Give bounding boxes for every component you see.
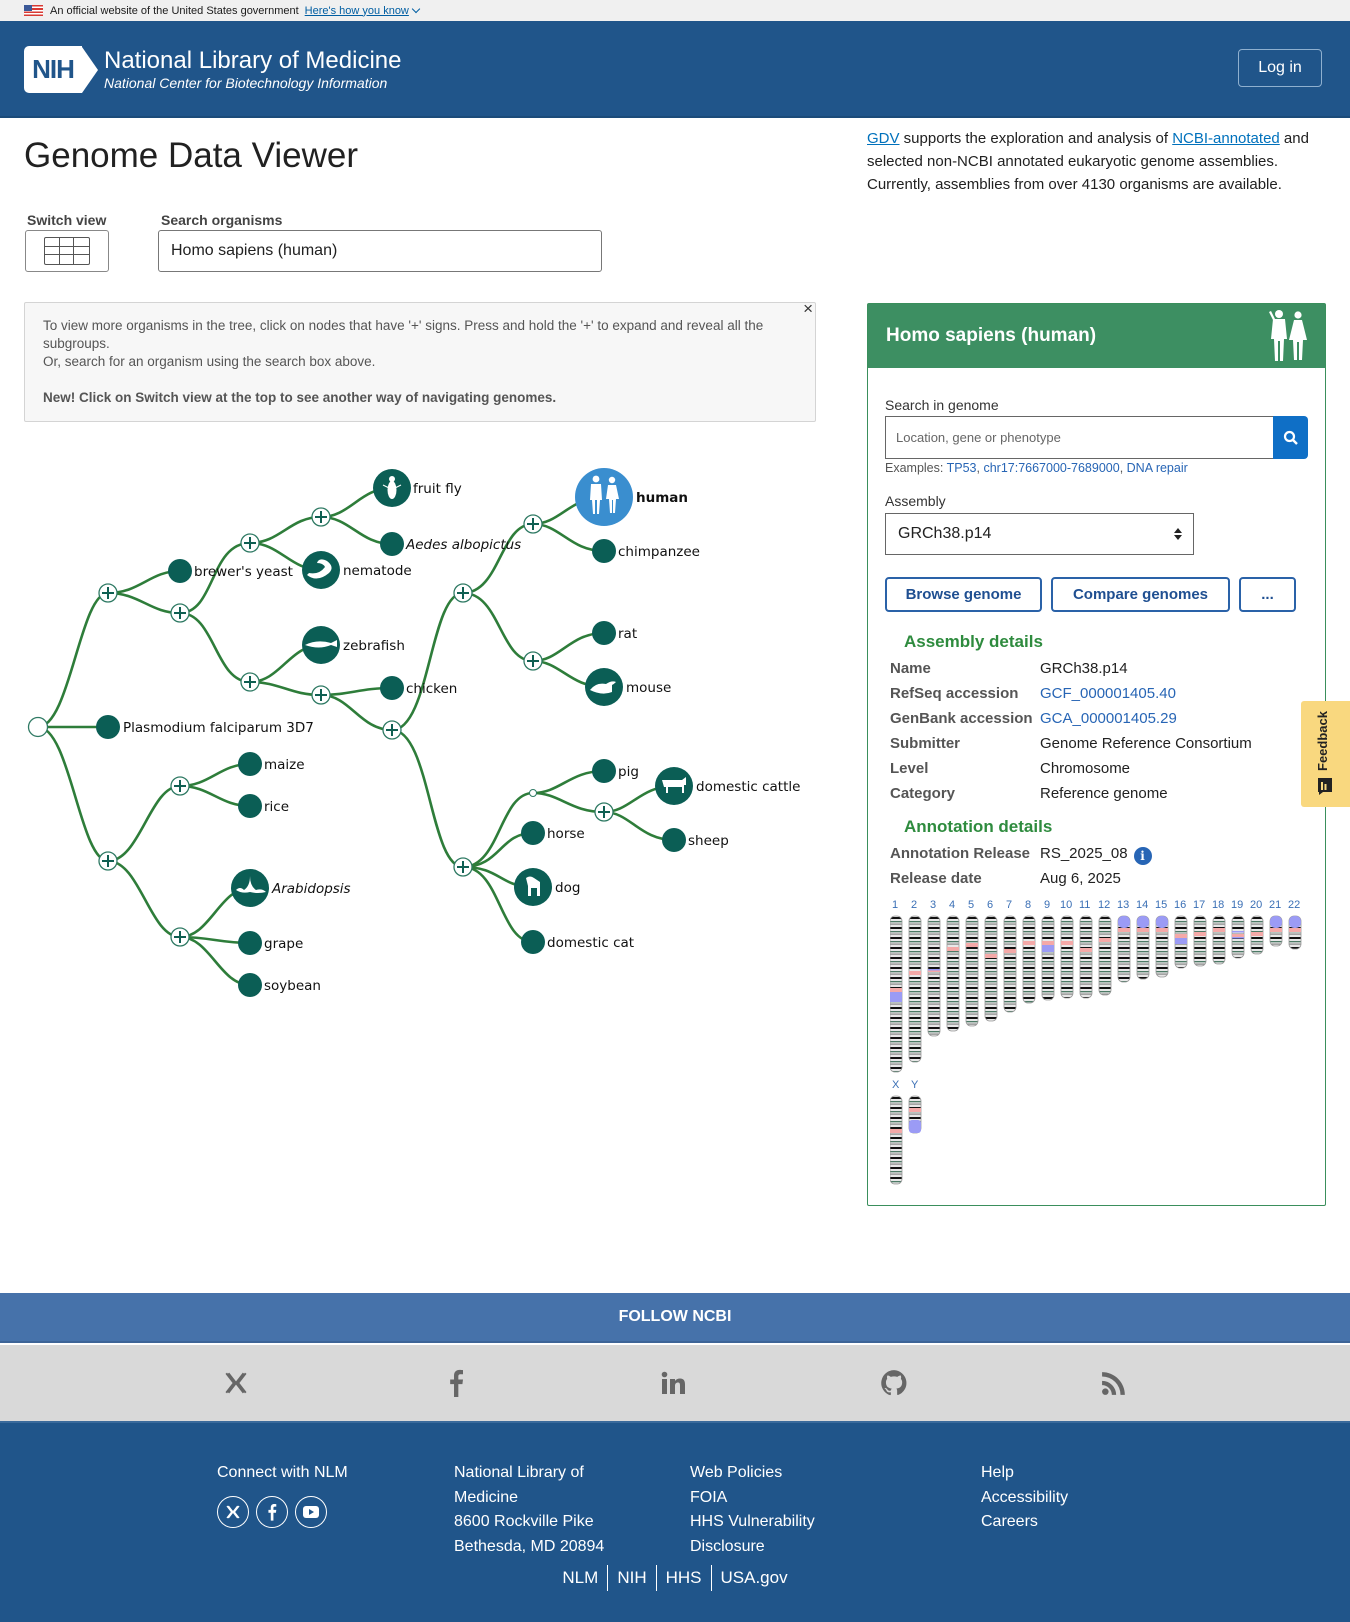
github-icon[interactable] — [878, 1367, 910, 1399]
policy-links — [690, 1461, 815, 1559]
nih-link[interactable]: NIH — [607, 1565, 655, 1591]
address-line: Bethesda, MD 20894 — [454, 1537, 605, 1555]
leaf-node-soybean[interactable] — [238, 973, 262, 997]
svg-text:18: 18 — [1212, 899, 1225, 911]
svg-text:8: 8 — [1025, 899, 1032, 911]
nlm-link[interactable]: NLM — [562, 1568, 599, 1587]
help-link[interactable]: Help — [981, 1464, 1014, 1481]
page-title: Genome Data Viewer — [24, 136, 358, 175]
rss-icon[interactable] — [1098, 1367, 1130, 1399]
nlm-title: National Library of Medicine — [104, 47, 402, 74]
assembly-label: Assembly — [885, 493, 946, 509]
detail-key: Level — [890, 760, 929, 777]
search-organisms-input[interactable] — [158, 230, 602, 272]
info-icon[interactable]: i — [1134, 847, 1152, 865]
detail-key: RefSeq accession — [890, 685, 1019, 702]
nih-logo[interactable] — [24, 46, 401, 93]
svg-text:12: 12 — [1098, 899, 1111, 911]
svg-text:11: 11 — [1079, 899, 1091, 911]
social-links — [0, 1345, 1350, 1421]
intro-text-2: and selected non-NCBI annotated eukaryotic genome assemblies. Currently, assemblies from over 4130 organisms are available. — [867, 130, 1309, 193]
address-line: 8600 Rockville Pike — [454, 1513, 594, 1530]
label-cattle: domestic cattle — [696, 779, 801, 795]
example-dna-repair-link[interactable]: DNA repair — [1126, 461, 1188, 475]
search-genome-button[interactable] — [1273, 416, 1308, 459]
svg-text:17: 17 — [1193, 899, 1206, 911]
heres-how-you-know-label: Here's how you know — [304, 4, 409, 17]
label-maize: maize — [264, 757, 305, 773]
nlm-facebook-icon[interactable] — [256, 1496, 288, 1528]
switch-view-label: Switch view — [27, 212, 107, 228]
svg-text:1: 1 — [892, 899, 899, 911]
switch-view-button[interactable] — [25, 230, 109, 272]
info-line-new: New! Click on Switch view at the top to see another way of navigating genomes. — [43, 390, 557, 405]
usa-gov-link[interactable]: USA.gov — [711, 1565, 797, 1591]
leaf-node-chicken[interactable] — [380, 676, 404, 700]
svg-text:13: 13 — [1117, 899, 1130, 911]
svg-text:15: 15 — [1155, 899, 1168, 911]
examples-label: Examples: — [885, 461, 947, 475]
tree-root-node[interactable] — [29, 718, 48, 737]
annotation-details-title: Annotation details — [904, 817, 1053, 836]
nih-arrow-icon — [82, 47, 98, 93]
detail-value: Genome Reference Consortium — [1040, 735, 1252, 752]
leaf-node-plasmodium[interactable] — [96, 715, 120, 739]
detail-value: Reference genome — [1040, 785, 1168, 802]
facebook-icon[interactable] — [440, 1367, 472, 1399]
detail-key: Submitter — [890, 735, 961, 752]
leaf-node-sheep[interactable] — [662, 828, 686, 852]
leaf-node-grape[interactable] — [238, 931, 262, 955]
ncbi-subtitle: National Center for Biotechnology Information — [104, 75, 388, 91]
x-twitter-icon[interactable] — [220, 1367, 252, 1399]
nlm-footer — [0, 1421, 1350, 1622]
assembly-details-list — [890, 656, 1252, 806]
login-button[interactable]: Log in — [1238, 49, 1322, 87]
connect-with-nlm — [217, 1461, 348, 1528]
detail-key: Category — [890, 785, 956, 802]
detail-value: Chromosome — [1040, 760, 1131, 777]
search-examples: Examples: TP53, chr17:7667000-7689000, DNA repair — [885, 461, 1188, 475]
svg-text:2: 2 — [911, 899, 918, 911]
svg-text:4: 4 — [949, 899, 956, 911]
label-human: human — [636, 490, 689, 506]
site-header — [0, 21, 1350, 118]
svg-text:X: X — [892, 1079, 900, 1091]
help-links — [981, 1461, 1068, 1535]
leaf-node-chimpanzee[interactable] — [592, 539, 616, 563]
label-arabidopsis: Arabidopsis — [272, 881, 351, 897]
label-soybean: soybean — [264, 978, 321, 994]
compare-genomes-button[interactable]: Compare genomes — [1051, 577, 1230, 612]
genbank-accession-link[interactable]: GCA_000001405.29 — [1040, 710, 1177, 727]
leaf-node-rat[interactable] — [592, 621, 616, 645]
annotation-details-list — [890, 841, 1152, 891]
gdv-link[interactable]: GDV — [867, 130, 900, 147]
bottom-links — [0, 1565, 1350, 1591]
panel-header — [868, 304, 1325, 368]
example-chr17-link[interactable]: chr17:7667000-7689000 — [983, 461, 1120, 475]
label-fruit-fly: fruit fly — [413, 481, 462, 497]
svg-text:6: 6 — [987, 899, 994, 911]
hhs-link[interactable]: HHS — [656, 1565, 711, 1591]
assembly-details-title: Assembly details — [904, 632, 1043, 651]
label-zebrafish: zebrafish — [343, 638, 405, 654]
feedback-label: Feedback — [1315, 711, 1330, 771]
organism-panel — [867, 303, 1326, 1206]
gov-banner — [0, 0, 1350, 21]
label-mouse: mouse — [626, 680, 672, 696]
refseq-accession-link[interactable]: GCF_000001405.40 — [1040, 685, 1176, 702]
follow-ncbi-heading: FOLLOW NCBI — [0, 1293, 1350, 1343]
leaf-node-horse[interactable] — [521, 821, 545, 845]
svg-text:21: 21 — [1269, 899, 1282, 911]
feedback-icon — [1317, 777, 1333, 795]
more-options-button[interactable]: ... — [1239, 577, 1296, 612]
gov-banner-text: An official website of the United States government — [50, 4, 299, 17]
annotation-release-value: RS_2025_08 — [1040, 845, 1128, 862]
leaf-node-rice[interactable] — [238, 794, 262, 818]
info-line-2: Or, search for an organism using the search box above. — [43, 354, 376, 369]
karyogram[interactable] — [890, 896, 1310, 1196]
chevron-down-icon — [412, 4, 420, 12]
close-icon[interactable]: × — [803, 299, 813, 318]
search-genome-input[interactable] — [885, 416, 1274, 459]
label-nematode: nematode — [343, 563, 412, 579]
address-line: Medicine — [454, 1488, 519, 1506]
panel-title: Homo sapiens (human) — [886, 325, 1097, 346]
label-sheep: sheep — [688, 833, 729, 849]
nlm-address[interactable] — [454, 1461, 604, 1559]
svg-text:14: 14 — [1136, 899, 1149, 911]
svg-text:16: 16 — [1174, 899, 1187, 911]
label-rat: rat — [618, 626, 638, 642]
detail-value: GRCh38.p14 — [1040, 660, 1128, 677]
leaf-node-yeast[interactable] — [168, 559, 192, 583]
label-chimpanzee: chimpanzee — [618, 544, 700, 560]
careers-link[interactable]: Careers — [981, 1513, 1038, 1530]
nih-badge: NIH — [24, 46, 82, 93]
label-rice: rice — [264, 799, 290, 815]
ncbi-annotated-link[interactable]: NCBI-annotated — [1172, 130, 1280, 147]
svg-text:Y: Y — [911, 1079, 919, 1091]
svg-text:10: 10 — [1060, 899, 1073, 911]
label-horse: horse — [547, 826, 585, 842]
label-cat: domestic cat — [547, 935, 635, 951]
nlm-x-icon[interactable] — [217, 1496, 249, 1528]
intro-text-1: supports the exploration and analysis of — [899, 130, 1173, 147]
intro-text — [867, 127, 1327, 196]
detail-key: Annotation Release — [890, 845, 1031, 862]
heres-how-you-know-link[interactable] — [305, 5, 419, 17]
search-genome-label: Search in genome — [885, 397, 999, 413]
leaf-node-nematode[interactable] — [302, 551, 340, 589]
svg-text:3: 3 — [930, 899, 937, 911]
svg-text:19: 19 — [1231, 899, 1244, 911]
search-icon — [1283, 430, 1299, 446]
svg-text:20: 20 — [1250, 899, 1263, 911]
accessibility-link[interactable]: Accessibility — [981, 1488, 1069, 1506]
select-updown-icon — [1173, 526, 1183, 542]
label-dog: dog — [555, 880, 581, 896]
hhs-vulnerability-link-cont[interactable]: Disclosure — [690, 1537, 765, 1555]
us-flag-icon — [24, 5, 43, 16]
human-silhouette-icon — [1265, 308, 1311, 364]
label-yeast: brewer's yeast — [194, 564, 293, 580]
svg-text:9: 9 — [1044, 899, 1051, 911]
organism-tree — [0, 440, 840, 1020]
nlm-youtube-icon[interactable] — [295, 1496, 327, 1528]
assembly-selected-value: GRCh38.p14 — [898, 525, 992, 542]
svg-text:5: 5 — [968, 899, 975, 911]
label-aedes: Aedes albopictus — [406, 537, 522, 553]
leaf-node-aedes[interactable] — [380, 532, 404, 556]
detail-value: Aug 6, 2025 — [1040, 870, 1121, 887]
address-line: National Library of — [454, 1464, 584, 1481]
linkedin-icon[interactable] — [658, 1367, 690, 1399]
web-policies-link[interactable]: Web Policies — [690, 1464, 783, 1481]
leaf-node-pig[interactable] — [592, 759, 616, 783]
leaf-node-maize[interactable] — [238, 752, 262, 776]
browse-genome-button[interactable]: Browse genome — [885, 577, 1042, 612]
search-organisms-label: Search organisms — [161, 212, 283, 228]
label-chicken: chicken — [406, 681, 458, 697]
feedback-button[interactable] — [1301, 701, 1350, 807]
detail-key: Name — [890, 660, 931, 677]
label-grape: grape — [264, 936, 304, 952]
example-tp53-link[interactable]: TP53 — [946, 461, 977, 475]
label-plasmodium: Plasmodium falciparum 3D7 — [123, 720, 314, 736]
info-line-1: To view more organisms in the tree, click on nodes that have '+' signs. Press and hold the '+' to expand and reveal all the subgroups. — [43, 318, 764, 351]
info-box — [24, 299, 816, 422]
label-pig: pig — [618, 764, 639, 780]
leaf-node-cat[interactable] — [521, 930, 545, 954]
svg-text:22: 22 — [1288, 899, 1301, 911]
table-grid-icon — [44, 237, 90, 265]
foia-link[interactable]: FOIA — [690, 1488, 728, 1506]
leaf-node-human[interactable] — [575, 468, 633, 526]
detail-key: Release date — [890, 870, 982, 887]
detail-key: GenBank accession — [890, 710, 1033, 727]
assembly-select[interactable] — [885, 513, 1194, 555]
svg-text:7: 7 — [1006, 899, 1013, 911]
connect-heading: Connect with NLM — [217, 1464, 348, 1481]
hhs-vulnerability-link[interactable]: HHS Vulnerability — [690, 1513, 815, 1530]
